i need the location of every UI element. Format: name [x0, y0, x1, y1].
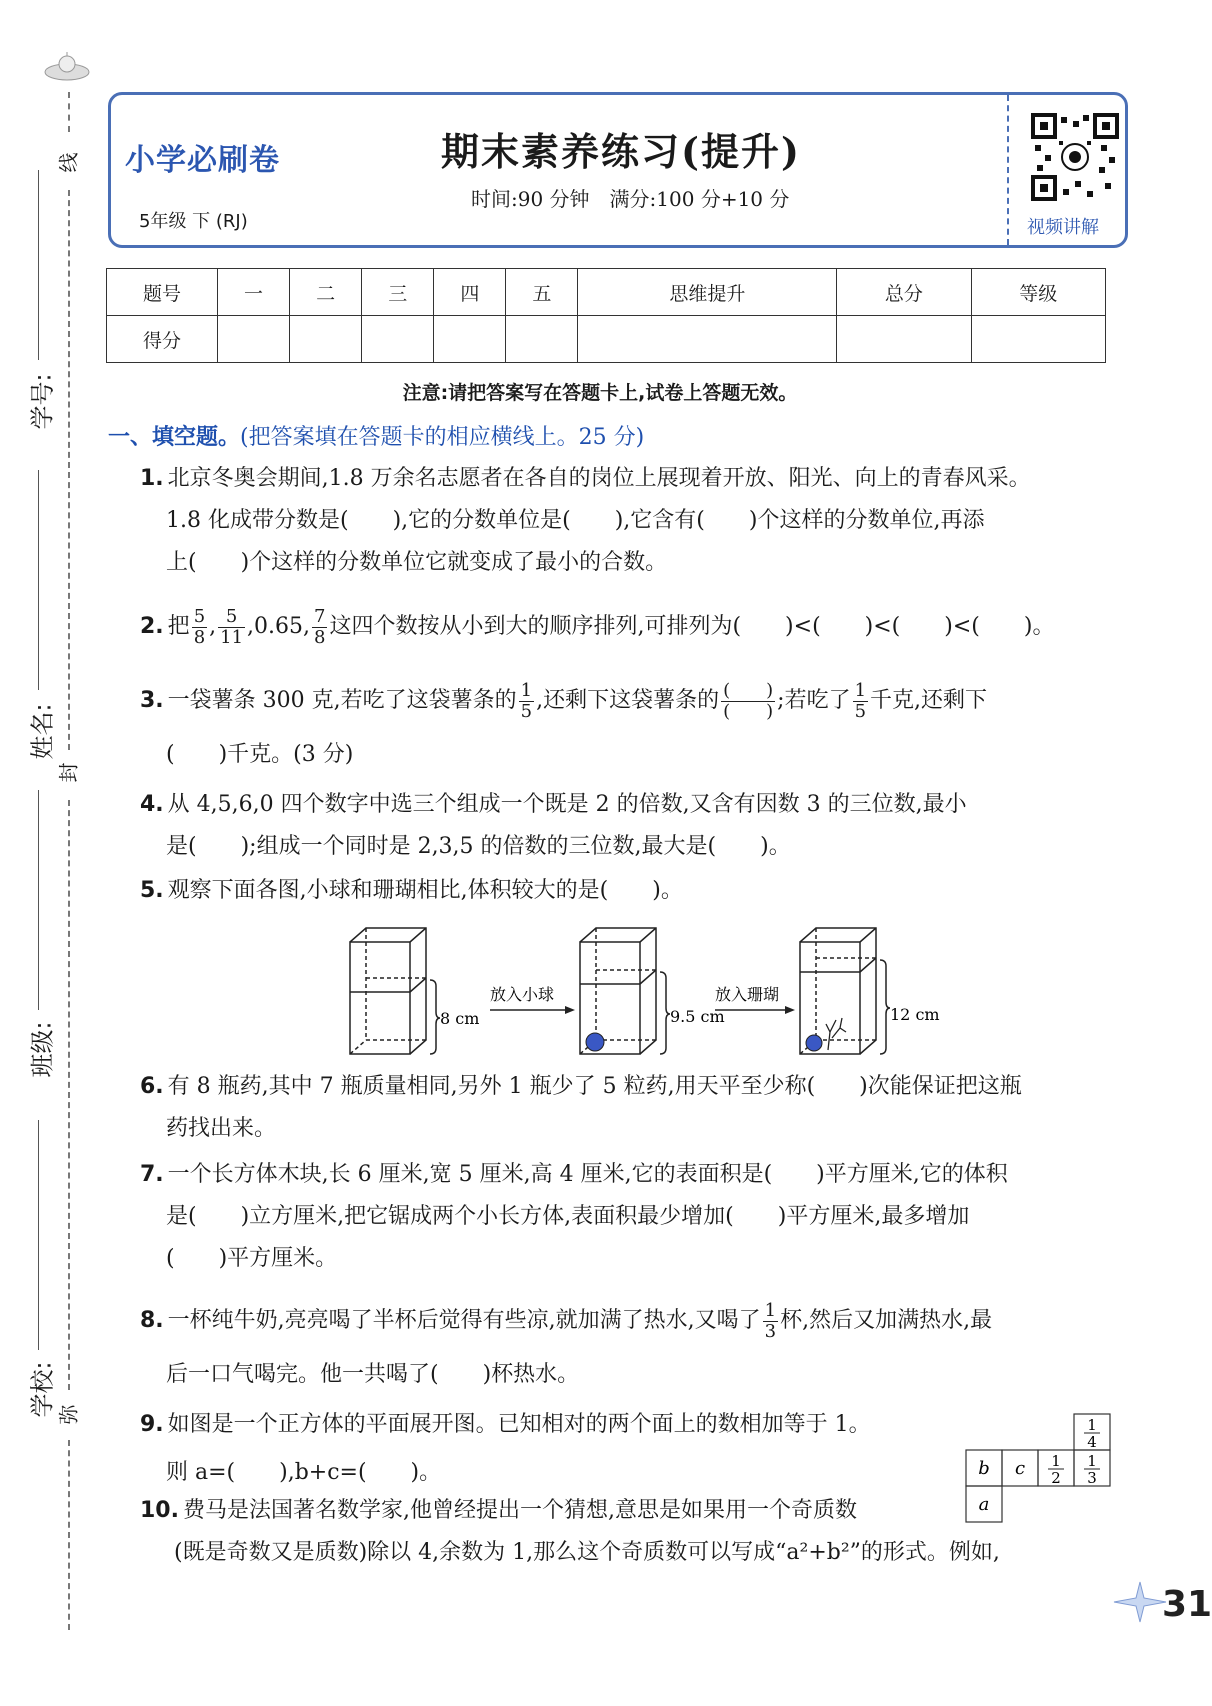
face-c: c [1014, 1458, 1026, 1479]
question-text: 是( )立方厘米,把它锯成两个小长方体,表面积最少增加( )平方厘米,最多增加 [166, 1204, 970, 1229]
question-10 [140, 1490, 1120, 1574]
school-label: 学校: [28, 1361, 57, 1418]
name-field[interactable] [38, 470, 39, 690]
denominator: 5 [854, 700, 867, 722]
question-text: 是( );组成一个同时是 2,3,5 的倍数的三位数,最大是( )。 [166, 834, 791, 859]
tank1-height-label: 8 cm [440, 1009, 480, 1028]
numerator: 7 [314, 605, 326, 627]
question-text: 把 [167, 614, 190, 639]
arrow1-head-icon [565, 1006, 575, 1014]
table-row [107, 316, 1106, 363]
grade-label: 5年级 下 (RJ) [139, 211, 248, 232]
fraction [853, 681, 868, 722]
question-text: 则 a=( ),b+c=( )。 [166, 1460, 442, 1485]
seal-dash [68, 1440, 70, 1630]
denominator: 11 [220, 626, 244, 648]
paper-title: 期末素养练习(提升) [441, 129, 801, 174]
fraction [218, 607, 245, 648]
question-text: 北京冬奥会期间,1.8 万余名志愿者在各自的岗位上展现着开放、阳光、向上的青春风采。 [167, 466, 1031, 491]
denominator: 5 [520, 700, 533, 722]
seal-line-label: 线 [56, 152, 81, 173]
tank2-height-label: 9.5 cm [670, 1007, 725, 1026]
row-label-question-no: 题号 [107, 269, 218, 316]
question-6 [140, 1066, 1120, 1150]
question-5 [140, 870, 1120, 912]
water-tank-figure [340, 920, 940, 1060]
school-field[interactable] [38, 1120, 39, 1350]
fraction [519, 681, 534, 722]
question-text: ( )平方厘米。 [166, 1246, 338, 1271]
qr-code-icon[interactable] [1029, 111, 1121, 203]
ball-icon [806, 1035, 822, 1051]
arrow2-label: 放入珊瑚 [715, 985, 780, 1004]
row-label-score: 得分 [107, 316, 218, 363]
column-header: 二 [290, 269, 362, 316]
seal-dash [68, 92, 70, 132]
numerator: ( ) [723, 679, 774, 701]
column-header: 一 [218, 269, 290, 316]
face-a: a [978, 1494, 990, 1515]
binding-margin [0, 0, 90, 1706]
score-table [106, 268, 1106, 363]
denominator: ( ) [723, 700, 774, 722]
question-text: ;若吃了 [777, 688, 851, 713]
ornament-icon [42, 50, 92, 84]
page-number: 31 [1162, 1584, 1212, 1625]
section-title: 一、填空题。 [108, 425, 241, 450]
question-8 [140, 1300, 1120, 1396]
time-score-info: 时间:90 分钟 满分:100 分+10 分 [471, 187, 790, 211]
face-half-den: 2 [1051, 1469, 1061, 1487]
denominator: 8 [314, 626, 326, 648]
face-b: b [978, 1458, 990, 1479]
sparkle-icon [1112, 1580, 1168, 1624]
fraction [312, 607, 327, 648]
numerator: 1 [520, 679, 533, 701]
column-header: 三 [362, 269, 434, 316]
coral-icon [826, 1018, 846, 1050]
arrow1-label: 放入小球 [490, 985, 555, 1004]
seal-dash [68, 190, 70, 750]
question-4 [140, 784, 1120, 868]
brand-logo-text: 小学必刷卷 [125, 143, 280, 178]
question-text: 药找出来。 [166, 1116, 277, 1141]
paper-header [108, 92, 1128, 248]
numerator: 1 [764, 1299, 777, 1321]
face-quarter-num: 1 [1087, 1416, 1097, 1434]
denominator: 8 [193, 626, 206, 648]
question-number: 4. [140, 792, 164, 817]
section-note: (把答案填在答题卡的相应横线上。25 分) [240, 425, 645, 450]
question-text: ,还剩下这袋薯条的 [536, 688, 720, 713]
question-text: 一杯纯牛奶,亮亮喝了半杯后觉得有些凉,就加满了热水,又喝了 [167, 1308, 761, 1333]
question-3 [140, 680, 1120, 776]
question-text: 费马是法国著名数学家,他曾经提出一个猜想,意思是如果用一个奇质数 [182, 1498, 857, 1523]
face-quarter-den: 4 [1087, 1433, 1097, 1451]
question-text: 杯,然后又加满热水,最 [780, 1308, 993, 1333]
table-row [107, 269, 1106, 316]
numerator: 5 [218, 607, 245, 628]
question-text: (既是奇数又是质数)除以 4,余数为 1,那么这个奇质数可以写成“a²+b²”的形式。例如, [174, 1540, 1000, 1565]
numerator: 1 [854, 679, 867, 701]
blank-fraction[interactable] [721, 681, 775, 722]
question-9 [140, 1404, 960, 1494]
question-text: 千克,还剩下 [870, 688, 988, 713]
score-cell[interactable] [218, 316, 290, 363]
score-cell[interactable] [578, 316, 837, 363]
column-header: 思维提升 [578, 269, 837, 316]
section-heading [108, 420, 644, 451]
question-text: 这四个数按从小到大的顺序排列,可排列为( )<( )<( )<( )。 [329, 614, 1055, 639]
question-number: 5. [140, 878, 164, 903]
fraction [763, 1301, 778, 1342]
score-cell[interactable] [290, 316, 362, 363]
column-header: 等级 [971, 269, 1105, 316]
question-text: ( )千克。(3 分) [166, 742, 354, 767]
tank3-height-label: 12 cm [890, 1005, 940, 1024]
notice-text: 注意:请把答案写在答题卡上,试卷上答题无效。 [402, 382, 798, 404]
column-header: 五 [506, 269, 578, 316]
question-number: 9. [140, 1412, 164, 1437]
name-label: 姓名: [28, 703, 57, 760]
question-number: 7. [140, 1162, 164, 1187]
question-text: 观察下面各图,小球和珊瑚相比,体积较大的是( )。 [167, 878, 683, 903]
face-third-den: 3 [1087, 1469, 1097, 1487]
question-7 [140, 1154, 1120, 1280]
question-number: 3. [140, 688, 164, 713]
question-2: 2. 把 $\frac{5}{8}$ , $\frac{5}{11}$ ,0.65, $\frac{7}{8}$ 这四个数按从小到大的顺序排列,可排列为( )<( )<( )<( )。 [140, 605, 1055, 648]
class-label: 班级: [28, 1021, 57, 1078]
seal-feng-label: 封 [56, 762, 81, 783]
column-header: 四 [434, 269, 506, 316]
tank-empty [350, 928, 440, 1054]
question-text: 从 4,5,6,0 四个数字中选三个组成一个既是 2 的倍数,又含有因数 3 的三位数,最小 [167, 792, 967, 817]
question-1 [140, 458, 1120, 584]
student-no-label: 学号: [28, 373, 57, 430]
score-cell[interactable] [434, 316, 506, 363]
seal-mi-label: 弥 [56, 1404, 81, 1425]
score-cell[interactable] [362, 316, 434, 363]
fraction [192, 607, 207, 648]
score-cell[interactable] [506, 316, 578, 363]
question-number: 10. [140, 1498, 179, 1523]
face-half-num: 1 [1051, 1452, 1061, 1470]
ball-icon [586, 1033, 604, 1051]
score-cell[interactable] [971, 316, 1105, 363]
question-text: 有 8 瓶药,其中 7 瓶质量相同,另外 1 瓶少了 5 粒药,用天平至少称( )次能保证把这瓶 [167, 1074, 1022, 1099]
column-header: 总分 [837, 269, 971, 316]
question-number: 6. [140, 1074, 164, 1099]
score-cell[interactable] [837, 316, 971, 363]
question-text: 1.8 化成带分数是( ),它的分数单位是( ),它含有( )个这样的分数单位,再添 [166, 508, 985, 533]
class-field[interactable] [38, 790, 39, 1010]
qr-video-label: 视频讲解 [1027, 217, 1099, 238]
question-number: 2. [140, 614, 164, 639]
seal-dash [68, 800, 70, 1390]
face-third-num: 1 [1087, 1452, 1097, 1470]
numerator: 5 [193, 605, 206, 627]
denominator: 3 [764, 1320, 777, 1342]
question-text: 上( )个这样的分数单位它就变成了最小的合数。 [166, 550, 668, 575]
question-text: 一袋薯条 300 克,若吃了这袋薯条的 [167, 688, 517, 713]
question-text: ,0.65, [247, 614, 311, 639]
arrow2-head-icon [785, 1006, 795, 1014]
question-text: 如图是一个正方体的平面展开图。已知相对的两个面上的数相加等于 1。 [167, 1412, 871, 1437]
question-text: 后一口气喝完。他一共喝了( )杯热水。 [166, 1362, 580, 1387]
qr-divider [1007, 95, 1009, 245]
student-no-field[interactable] [38, 170, 39, 360]
question-number: 8. [140, 1308, 164, 1333]
question-text: 一个长方体木块,长 6 厘米,宽 5 厘米,高 4 厘米,它的表面积是( )平方厘米,它的体积 [167, 1162, 1008, 1187]
question-number: 1. [140, 466, 164, 491]
